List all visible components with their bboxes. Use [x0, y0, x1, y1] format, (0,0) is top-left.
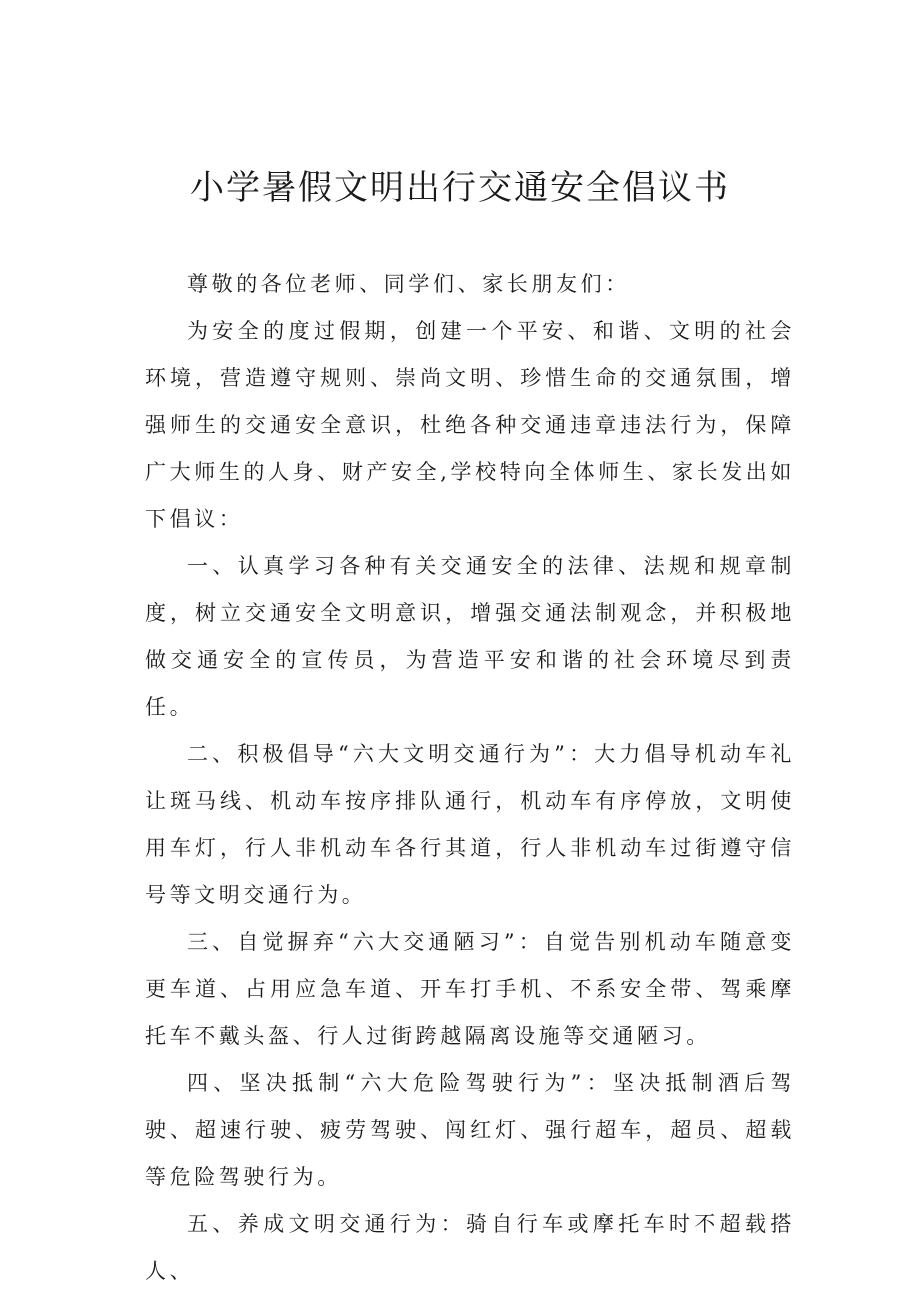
- paragraph-item-4: 四、坚决抵制“六大危险驾驶行为”：坚决抵制酒后驾驶、超速行驶、疲劳驾驶、闯红灯、强行超车，超员、超载等危险驾驶行为。: [145, 1071, 795, 1189]
- document-body: [145, 261, 795, 1295]
- paragraph-item-3: 三、自觉摒弃“六大交通陋习”：自觉告别机动车随意变更车道、占用应急车道、开车打手机、不系安全带、驾乘摩托车不戴头盔、行人过街跨越隔离设施等交通陋习。: [145, 930, 795, 1048]
- paragraph-item-2: 二、积极倡导“六大文明交通行为”：大力倡导机动车礼让斑马线、机动车按序排队通行，机动车有序停放，文明使用车灯，行人非机动车各行其道，行人非机动车过街遵守信号等文明交通行为。: [145, 742, 795, 907]
- paragraph-item-5: 五、养成文明交通行为：骑自行车或摩托车时不超载搭人、: [145, 1212, 795, 1283]
- paragraph-item-1: 一、认真学习各种有关交通安全的法律、法规和规章制度，树立交通安全文明意识，增强交通法制观念，并积极地做交通安全的宣传员，为营造平安和谐的社会环境尽到责任。: [145, 554, 795, 719]
- paragraph-intro: 为安全的度过假期，创建一个平安、和谐、文明的社会环境，营造遵守规则、崇尚文明、珍惜生命的交通氛围，增强师生的交通安全意识，杜绝各种交通违章违法行为，保障广大师生的人身、财产安全,学校特向全体师生、家长发出如下倡议：: [145, 319, 795, 531]
- salutation: 尊敬的各位老师、同学们、家长朋友们：: [187, 272, 630, 296]
- document-title: 小学暑假文明出行交通安全倡议书: [190, 168, 730, 208]
